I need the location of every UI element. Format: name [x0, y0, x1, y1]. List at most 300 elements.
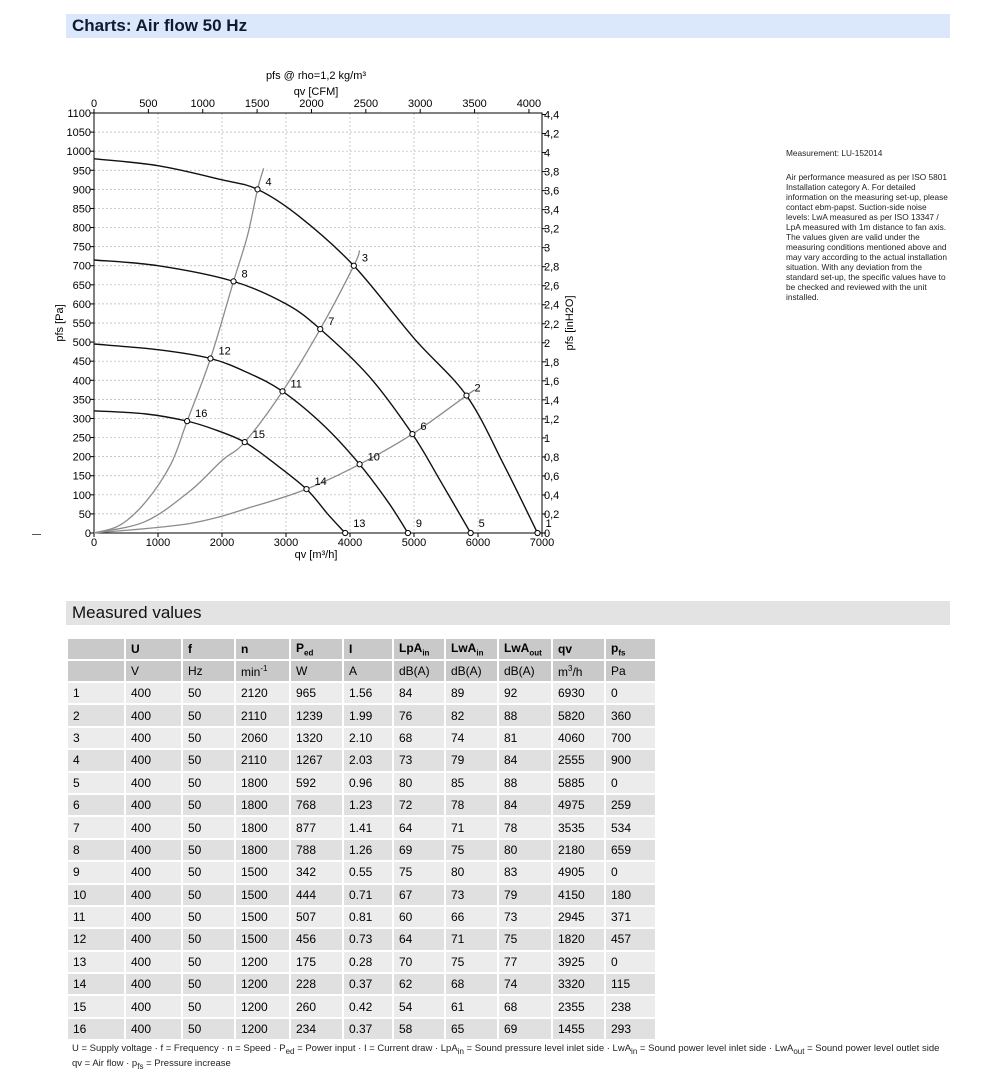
column-header-subscript: ed	[304, 648, 314, 658]
table-cell: 80	[394, 773, 444, 793]
legend-subscript: in	[457, 1046, 464, 1056]
table-cell: 50	[183, 974, 234, 994]
table-cell: 75	[446, 952, 497, 972]
table-cell: 76	[394, 705, 444, 725]
table-cell: 238	[606, 996, 655, 1016]
y-right-tick-label: 0	[544, 528, 551, 540]
table-cell: 400	[126, 750, 181, 770]
table-cell: 68	[394, 728, 444, 748]
column-header-label: LwA	[504, 640, 530, 655]
operating-point-label: 6	[420, 421, 427, 434]
table-row	[68, 817, 655, 837]
table-cell: 64	[394, 817, 444, 837]
y-right-tick-label: 1,6	[544, 375, 560, 388]
y-right-tick-label: 0,2	[544, 508, 560, 521]
column-header-label: f	[188, 642, 192, 656]
y-right-tick-label: 4,4	[544, 109, 560, 122]
table-row	[68, 728, 655, 748]
operating-point-label: 2	[474, 382, 481, 395]
table-cell: 400	[126, 773, 181, 793]
table-cell: 0.71	[344, 885, 392, 905]
y-tick-label: 250	[72, 432, 91, 445]
x-top-axis-label: qv [CFM]	[293, 86, 339, 98]
table-cell: 1.26	[344, 840, 392, 860]
operating-point-label: 9	[415, 518, 423, 530]
operating-point-label: 16	[195, 408, 208, 421]
operating-point	[318, 327, 323, 332]
table-row	[68, 1019, 655, 1039]
table-cell: 1800	[236, 840, 289, 860]
y-right-tick-label: 3	[544, 242, 551, 255]
y-right-tick-label: 2,6	[544, 280, 560, 293]
table-cell: 15	[68, 996, 124, 1016]
operating-point-label: 13	[353, 518, 366, 530]
y-right-tick-label: 3,2	[544, 223, 560, 236]
table-cell: 71	[446, 929, 497, 949]
x-tick-label: 4000	[337, 537, 363, 549]
y-tick-label: 700	[72, 260, 91, 273]
column-header	[553, 639, 604, 659]
table-cell: 68	[499, 996, 551, 1016]
table-cell: 6930	[553, 683, 604, 703]
operating-point	[405, 530, 410, 535]
table-cell: 7	[68, 817, 124, 837]
chart-title: pfs @ rho=1,2 kg/m³	[265, 70, 367, 82]
table-cell: 4060	[553, 728, 604, 748]
table-cell: 50	[183, 728, 234, 748]
table-cell: 82	[446, 705, 497, 725]
table-cell: 456	[291, 929, 342, 949]
charts-section-title: Charts: Air flow 50 Hz	[72, 16, 248, 35]
table-cell: 2110	[236, 750, 289, 770]
table-cell: 592	[291, 773, 342, 793]
table-cell: 877	[291, 817, 342, 837]
table-cell: 50	[183, 795, 234, 815]
table-cell: 69	[394, 840, 444, 860]
table-cell: 77	[499, 952, 551, 972]
system-curve	[94, 168, 264, 533]
system-curve	[94, 390, 475, 533]
table-unit-row	[68, 661, 655, 681]
operating-point	[231, 279, 236, 284]
operating-point	[410, 432, 415, 437]
table-cell: 50	[183, 750, 234, 770]
table-cell: 69	[499, 1019, 551, 1039]
table-row	[68, 750, 655, 770]
legend-text: = Sound pressure level inlet side · LwA	[463, 1043, 632, 1054]
y-right-tick-label: 0,6	[544, 470, 560, 483]
table-cell: 4905	[553, 862, 604, 882]
table-row	[68, 840, 655, 860]
table-cell: 85	[446, 773, 497, 793]
operating-point	[464, 393, 469, 398]
operating-point-label: 1	[545, 518, 552, 530]
y-right-tick-label: 3,8	[544, 166, 560, 179]
abbreviation-legend-line-2	[72, 1058, 231, 1071]
table-cell: 78	[446, 795, 497, 815]
fan-speed-curve	[94, 344, 408, 533]
column-header	[236, 639, 289, 659]
legend-subscript: ed	[285, 1046, 295, 1056]
table-cell: 400	[126, 907, 181, 927]
y-tick-label: 750	[72, 241, 91, 254]
operating-point	[351, 263, 356, 268]
table-cell: 457	[606, 929, 655, 949]
table-cell: 50	[183, 996, 234, 1016]
column-header	[183, 639, 234, 659]
column-header	[499, 639, 551, 659]
column-header-subscript: fs	[618, 648, 626, 658]
table-cell: 400	[126, 862, 181, 882]
table-row	[68, 974, 655, 994]
table-cell: 50	[183, 862, 234, 882]
table-cell: 8	[68, 840, 124, 860]
table-cell: 180	[606, 885, 655, 905]
table-cell: 534	[606, 817, 655, 837]
y-right-tick-label: 0,8	[544, 451, 560, 464]
legend-subscript: fs	[137, 1061, 144, 1071]
column-unit	[499, 661, 551, 681]
operating-point	[304, 486, 309, 491]
table-cell: 400	[126, 683, 181, 703]
table-cell: 259	[606, 795, 655, 815]
table-row	[68, 705, 655, 725]
fan-speed-curve	[94, 411, 345, 533]
table-cell: 50	[183, 840, 234, 860]
x-top-tick-label: 1000	[190, 98, 215, 110]
y-right-tick-label: 4,2	[544, 128, 560, 141]
operating-point	[280, 389, 285, 394]
table-cell: 0.55	[344, 862, 392, 882]
y-right-tick-label: 2,4	[544, 299, 560, 312]
table-cell: 659	[606, 840, 655, 860]
x-top-tick-label: 2500	[353, 98, 379, 110]
x-top-tick-label: 500	[139, 98, 158, 110]
table-cell: 293	[606, 1019, 655, 1039]
column-header-label: LpA	[399, 640, 423, 655]
table-cell: 1	[68, 683, 124, 703]
y-tick-label: 1050	[66, 127, 91, 140]
column-unit-label: Hz	[188, 664, 203, 678]
column-unit-label: dB(A)	[451, 664, 482, 678]
table-cell: 11	[68, 907, 124, 927]
table-cell: 72	[394, 795, 444, 815]
x-top-tick-label: 0	[90, 98, 98, 110]
table-cell: 175	[291, 952, 342, 972]
column-unit	[553, 661, 604, 681]
operating-point	[343, 530, 348, 535]
operating-point	[535, 530, 540, 535]
operating-point-label: 5	[478, 518, 485, 530]
legend-text: = Sound power level inlet side · LwA	[637, 1043, 794, 1054]
x-tick-label: 3000	[273, 537, 299, 549]
table-cell: 1239	[291, 705, 342, 725]
table-cell: 79	[499, 885, 551, 905]
table-cell: 10	[68, 885, 124, 905]
table-cell: 1.23	[344, 795, 392, 815]
operating-point-label: 12	[218, 345, 231, 358]
y-tick-label: 0	[84, 528, 91, 540]
y-right-tick-label: 1,4	[544, 394, 560, 407]
table-cell: 788	[291, 840, 342, 860]
table-cell: 3535	[553, 817, 604, 837]
table-cell: 80	[446, 862, 497, 882]
operating-point-label: 4	[265, 176, 272, 189]
y-right-axis-label: pfs [inH2O]	[564, 295, 576, 351]
table-cell: 0.37	[344, 1019, 392, 1039]
table-cell: 50	[183, 1019, 234, 1039]
table-cell: 58	[394, 1019, 444, 1039]
y-tick-label: 800	[72, 222, 91, 235]
y-right-tick-label: 0,4	[544, 489, 560, 502]
table-cell: 1200	[236, 974, 289, 994]
table-cell: 400	[126, 840, 181, 860]
y-right-tick-label: 1,8	[544, 356, 560, 369]
table-cell: 74	[446, 728, 497, 748]
table-cell: 1200	[236, 1019, 289, 1039]
table-cell: 81	[499, 728, 551, 748]
column-unit	[291, 661, 342, 681]
table-cell: 61	[446, 996, 497, 1016]
table-cell: 2555	[553, 750, 604, 770]
table-cell: 0.81	[344, 907, 392, 927]
table-header-row	[68, 639, 655, 659]
legend-text: = Power input · I = Current draw · LpA	[294, 1043, 458, 1054]
table-cell: 16	[68, 1019, 124, 1039]
x-tick-label: 2000	[209, 537, 235, 549]
y-right-tick-label: 4	[544, 147, 551, 160]
table-cell: 54	[394, 996, 444, 1016]
table-cell: 73	[499, 907, 551, 927]
column-unit	[236, 661, 289, 681]
table-cell: 50	[183, 817, 234, 837]
margin-tick	[32, 534, 41, 535]
table-cell: 5	[68, 773, 124, 793]
legend-subscript: in	[631, 1046, 638, 1056]
table-cell: 0.42	[344, 996, 392, 1016]
column-unit-label: min	[241, 664, 261, 679]
table-cell: 2.03	[344, 750, 392, 770]
table-cell: 79	[446, 750, 497, 770]
table-cell: 1800	[236, 795, 289, 815]
column-header	[394, 639, 444, 659]
legend-text: = Pressure increase	[143, 1058, 231, 1069]
table-cell: 0	[606, 683, 655, 703]
column-header-label: I	[349, 642, 353, 656]
table-cell: 4	[68, 750, 124, 770]
table-cell: 3	[68, 728, 124, 748]
table-cell: 60	[394, 907, 444, 927]
column-header-label: P	[296, 640, 305, 655]
legend-text: = Sound power level outlet side	[804, 1043, 940, 1054]
measurement-note: Air performance measured as per ISO 5801 Installation category A. For detailed information on the measuring set-up, please contact ebm-papst. Suction-side noise levels: LwA measured as per ISO 13347 / LpA measured with 1m distance to fan axis. The values given are valid under the measuring conditions mentioned above and may vary according to the actual installation situation. With any deviation from the standard set-up, the specific values have to be checked and reviewed with the unit installed.	[786, 172, 948, 302]
measured-section-title: Measured values	[72, 603, 202, 622]
table-cell: 0	[606, 862, 655, 882]
table-cell: 50	[183, 683, 234, 703]
y-tick-label: 950	[72, 165, 91, 178]
column-header-label: qv	[558, 642, 573, 656]
table-cell: 1500	[236, 929, 289, 949]
table-cell: 400	[126, 795, 181, 815]
table-row	[68, 683, 655, 703]
operating-point-label: 7	[328, 316, 335, 329]
table-cell: 78	[499, 817, 551, 837]
table-cell: 70	[394, 952, 444, 972]
operating-point-label: 8	[241, 268, 248, 281]
table-cell: 65	[446, 1019, 497, 1039]
table-cell: 3320	[553, 974, 604, 994]
table-cell: 84	[394, 683, 444, 703]
column-unit-superscript: 3	[568, 663, 573, 673]
y-right-tick-label: 2,2	[544, 318, 560, 331]
table-cell: 400	[126, 885, 181, 905]
table-cell: 1455	[553, 1019, 604, 1039]
table-cell: 234	[291, 1019, 342, 1039]
table-cell: 3925	[553, 952, 604, 972]
operating-point-label: 3	[361, 252, 368, 265]
column-unit	[344, 661, 392, 681]
table-cell: 2180	[553, 840, 604, 860]
table-cell: 80	[499, 840, 551, 860]
table-cell: 88	[499, 773, 551, 793]
y-tick-label: 50	[78, 508, 91, 521]
table-cell: 2	[68, 705, 124, 725]
x-tick-label: 1000	[145, 537, 171, 549]
table-cell: 400	[126, 817, 181, 837]
table-cell: 2945	[553, 907, 604, 927]
x-tick-label: 7000	[529, 537, 555, 549]
table-cell: 64	[394, 929, 444, 949]
y-tick-label: 100	[72, 489, 91, 502]
table-cell: 5820	[553, 705, 604, 725]
column-header	[344, 639, 392, 659]
operating-point-label: 14	[314, 476, 327, 489]
table-cell: 1.99	[344, 705, 392, 725]
table-cell: 2110	[236, 705, 289, 725]
table-row	[68, 929, 655, 949]
y-tick-label: 850	[72, 203, 91, 216]
table-cell: 62	[394, 974, 444, 994]
column-unit-label: Pa	[611, 664, 626, 678]
table-cell: 83	[499, 862, 551, 882]
measurement-id: Measurement: LU-152014	[786, 148, 883, 158]
x-tick-label: 5000	[401, 537, 427, 549]
table-cell: 400	[126, 996, 181, 1016]
system-curve	[94, 250, 360, 533]
y-tick-label: 150	[72, 470, 91, 483]
table-cell: 1200	[236, 952, 289, 972]
table-cell: 1267	[291, 750, 342, 770]
measured-section-header	[66, 601, 950, 625]
table-cell: 400	[126, 728, 181, 748]
x-axis-label: qv [m³/h]	[294, 549, 338, 561]
y-right-tick-label: 1	[544, 432, 551, 445]
x-tick-label: 6000	[465, 537, 491, 549]
table-cell: 400	[126, 1019, 181, 1039]
x-top-tick-label: 3500	[462, 98, 487, 110]
table-cell: 0.73	[344, 929, 392, 949]
operating-point	[208, 356, 213, 361]
column-unit	[394, 661, 444, 681]
table-cell: 400	[126, 974, 181, 994]
table-cell: 400	[126, 952, 181, 972]
table-cell: 0.28	[344, 952, 392, 972]
operating-point	[185, 419, 190, 424]
table-cell: 4150	[553, 885, 604, 905]
y-tick-label: 400	[72, 375, 91, 388]
table-cell: 9	[68, 862, 124, 882]
table-cell: 2355	[553, 996, 604, 1016]
table-cell: 2.10	[344, 728, 392, 748]
table-row	[68, 795, 655, 815]
table-cell: 0.37	[344, 974, 392, 994]
table-cell: 0	[606, 773, 655, 793]
table-cell: 1200	[236, 996, 289, 1016]
abbreviation-legend-line-1	[72, 1043, 939, 1056]
table-cell: 68	[446, 974, 497, 994]
table-row	[68, 885, 655, 905]
operating-point	[242, 440, 247, 445]
column-unit	[446, 661, 497, 681]
table-cell: 50	[183, 952, 234, 972]
x-top-tick-label: 1500	[244, 98, 270, 110]
table-cell: 75	[499, 929, 551, 949]
table-cell: 4975	[553, 795, 604, 815]
y-tick-label: 200	[72, 451, 91, 464]
operating-point	[255, 187, 260, 192]
y-right-tick-label: 1,2	[544, 413, 560, 426]
column-header-label: n	[241, 642, 249, 656]
table-cell: 75	[446, 840, 497, 860]
table-cell: 50	[183, 773, 234, 793]
table-cell: 75	[394, 862, 444, 882]
legend-text: U = Supply voltage · f = Frequency · n = Speed · P	[72, 1043, 286, 1054]
y-tick-label: 650	[72, 279, 91, 292]
y-tick-label: 1100	[67, 108, 91, 120]
operating-point-label: 10	[367, 451, 380, 464]
table-cell: 50	[183, 885, 234, 905]
y-tick-label: 500	[72, 337, 91, 350]
table-cell: 67	[394, 885, 444, 905]
x-top-tick-label: 4000	[516, 98, 542, 110]
y-tick-label: 300	[72, 413, 91, 426]
table-cell: 371	[606, 907, 655, 927]
y-right-tick-label: 3,4	[544, 204, 560, 217]
column-header-label: p	[611, 640, 619, 655]
table-cell: 5885	[553, 773, 604, 793]
table-cell: 1500	[236, 862, 289, 882]
table-cell: 1500	[236, 907, 289, 927]
table-row	[68, 907, 655, 927]
table-cell: 1820	[553, 929, 604, 949]
table-cell: 228	[291, 974, 342, 994]
y-tick-label: 550	[72, 318, 91, 330]
table-cell: 115	[606, 974, 655, 994]
table-cell: 965	[291, 683, 342, 703]
table-cell: 0	[606, 952, 655, 972]
table-cell: 50	[183, 929, 234, 949]
table-cell: 1500	[236, 885, 289, 905]
table-cell: 1800	[236, 817, 289, 837]
table-cell: 1.56	[344, 683, 392, 703]
table-cell: 13	[68, 952, 124, 972]
column-header-label: U	[131, 642, 140, 656]
column-unit-tail: /h	[572, 664, 583, 679]
column-header-subscript: in	[422, 648, 430, 658]
table-cell: 1800	[236, 773, 289, 793]
table-cell: 400	[126, 705, 181, 725]
table-cell: 50	[183, 705, 234, 725]
